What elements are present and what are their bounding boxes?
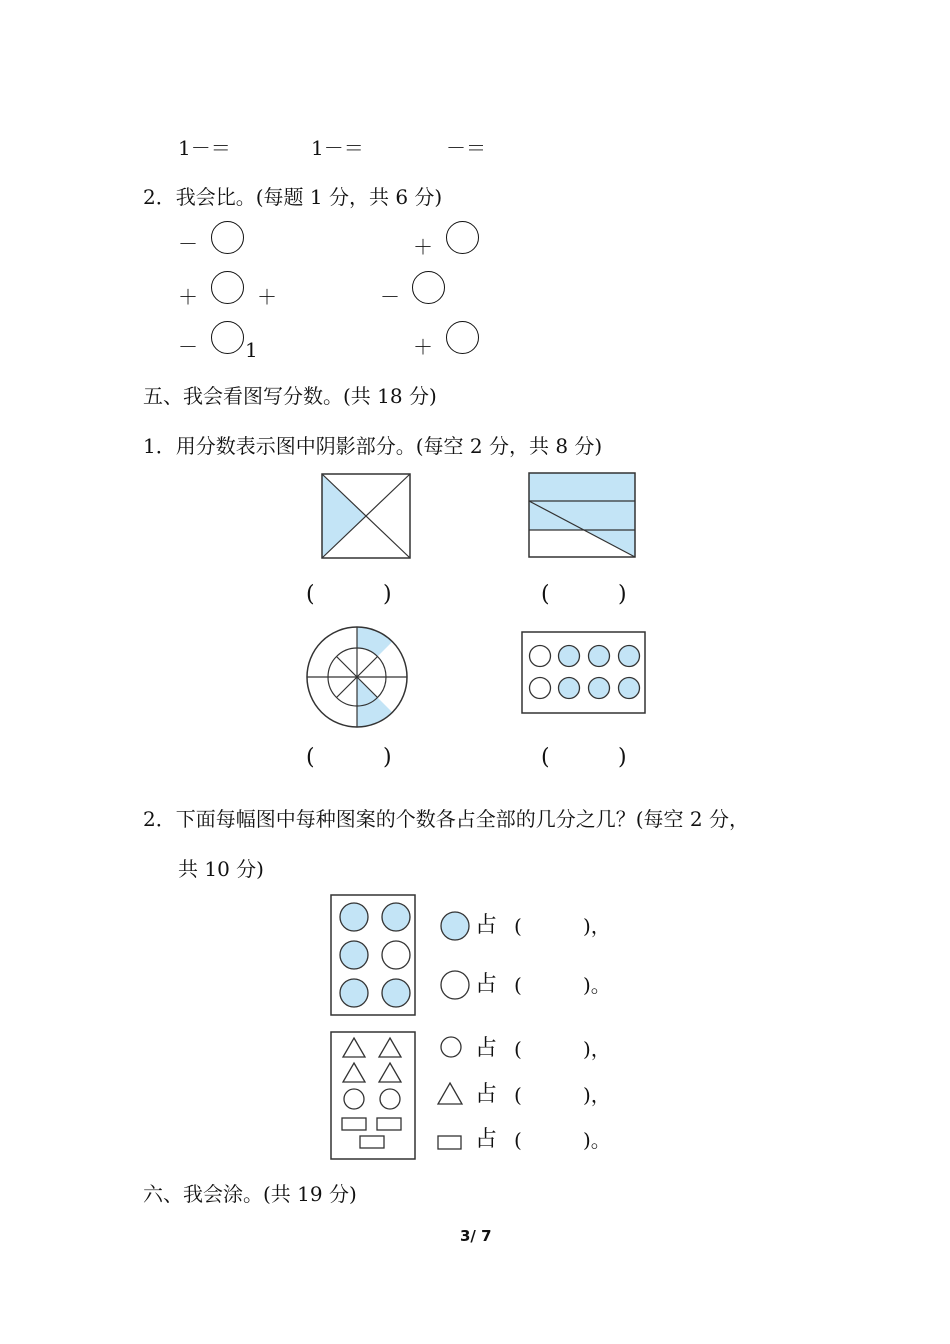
top-expression-1: 1－＝ (178, 136, 231, 160)
white-circle-icon (439, 969, 471, 1001)
rectangle-strip-figure (527, 471, 639, 561)
shapes-count-box (329, 1030, 419, 1162)
circle-icon (438, 1034, 464, 1060)
compare-circle-blank[interactable] (211, 321, 244, 354)
occupy-label: 占 (475, 1036, 498, 1061)
compare-circle-blank[interactable] (412, 271, 445, 304)
compare-circle-blank[interactable] (211, 221, 244, 254)
occupy-label: 占 (475, 972, 498, 997)
page-number: 3/ 7 (460, 1227, 492, 1245)
answer-paren-open: ( (306, 745, 315, 770)
triangle-icon (436, 1080, 466, 1108)
answer-open: ( (514, 1037, 522, 1061)
answer-paren-open: ( (541, 582, 550, 607)
compare-circle-blank[interactable] (446, 221, 479, 254)
concentric-circle-figure (304, 624, 410, 730)
top-expression-3: －＝ (446, 136, 486, 160)
occupy-label: 占 (475, 913, 498, 938)
occupy-label: 占 (475, 1127, 498, 1152)
cmp-right-op-3: ＋ (413, 335, 433, 359)
cmp-right-op-2: － (380, 285, 400, 309)
answer-open: ( (514, 973, 522, 997)
q2-title: 2．我会比。(每题 1 分，共 6 分) (143, 185, 443, 209)
answer-paren-open: ( (306, 582, 315, 607)
answer-paren-close: ) (618, 582, 627, 607)
answer-close: )， (583, 1083, 611, 1107)
section-5-title: 五、我会看图写分数。(共 18 分) (143, 384, 437, 408)
cmp-left-op-3: － (178, 335, 198, 359)
answer-paren-close: ) (383, 745, 392, 770)
answer-open: ( (514, 914, 522, 938)
answer-close: )。 (583, 1128, 611, 1152)
compare-circle-blank[interactable] (446, 321, 479, 354)
circles-box-figure (520, 630, 648, 716)
occupy-label: 占 (475, 1082, 498, 1107)
top-expression-2: 1－＝ (311, 136, 364, 160)
sec5-q2-title-line2: 共 10 分) (178, 857, 264, 881)
rectangle-icon (436, 1134, 464, 1152)
answer-close: )， (583, 914, 611, 938)
answer-open: ( (514, 1128, 522, 1152)
sec5-q1-title: 1．用分数表示图中阴影部分。(每空 2 分，共 8 分) (143, 434, 603, 458)
cmp-left-op-2: ＋ (178, 285, 198, 309)
answer-paren-close: ) (618, 745, 627, 770)
answer-close: )， (583, 1037, 611, 1061)
cmp-left-after-3: 1 (245, 338, 258, 362)
compare-circle-blank[interactable] (211, 271, 244, 304)
sec5-q2-title-line1: 2．下面每幅图中每种图案的个数各占全部的几分之几？(每空 2 分， (143, 807, 749, 831)
section-6-title: 六、我会涂。(共 19 分) (143, 1182, 357, 1206)
cmp-right-op-1: ＋ (413, 235, 433, 259)
square-diagonal-figure (320, 472, 412, 560)
shaded-circle-icon (439, 910, 471, 942)
answer-paren-open: ( (541, 745, 550, 770)
circles-count-box (329, 893, 419, 1019)
answer-open: ( (514, 1083, 522, 1107)
cmp-left-after-2: ＋ (257, 285, 277, 309)
cmp-left-op-1: － (178, 232, 198, 256)
answer-close: )。 (583, 973, 611, 997)
answer-paren-close: ) (383, 582, 392, 607)
